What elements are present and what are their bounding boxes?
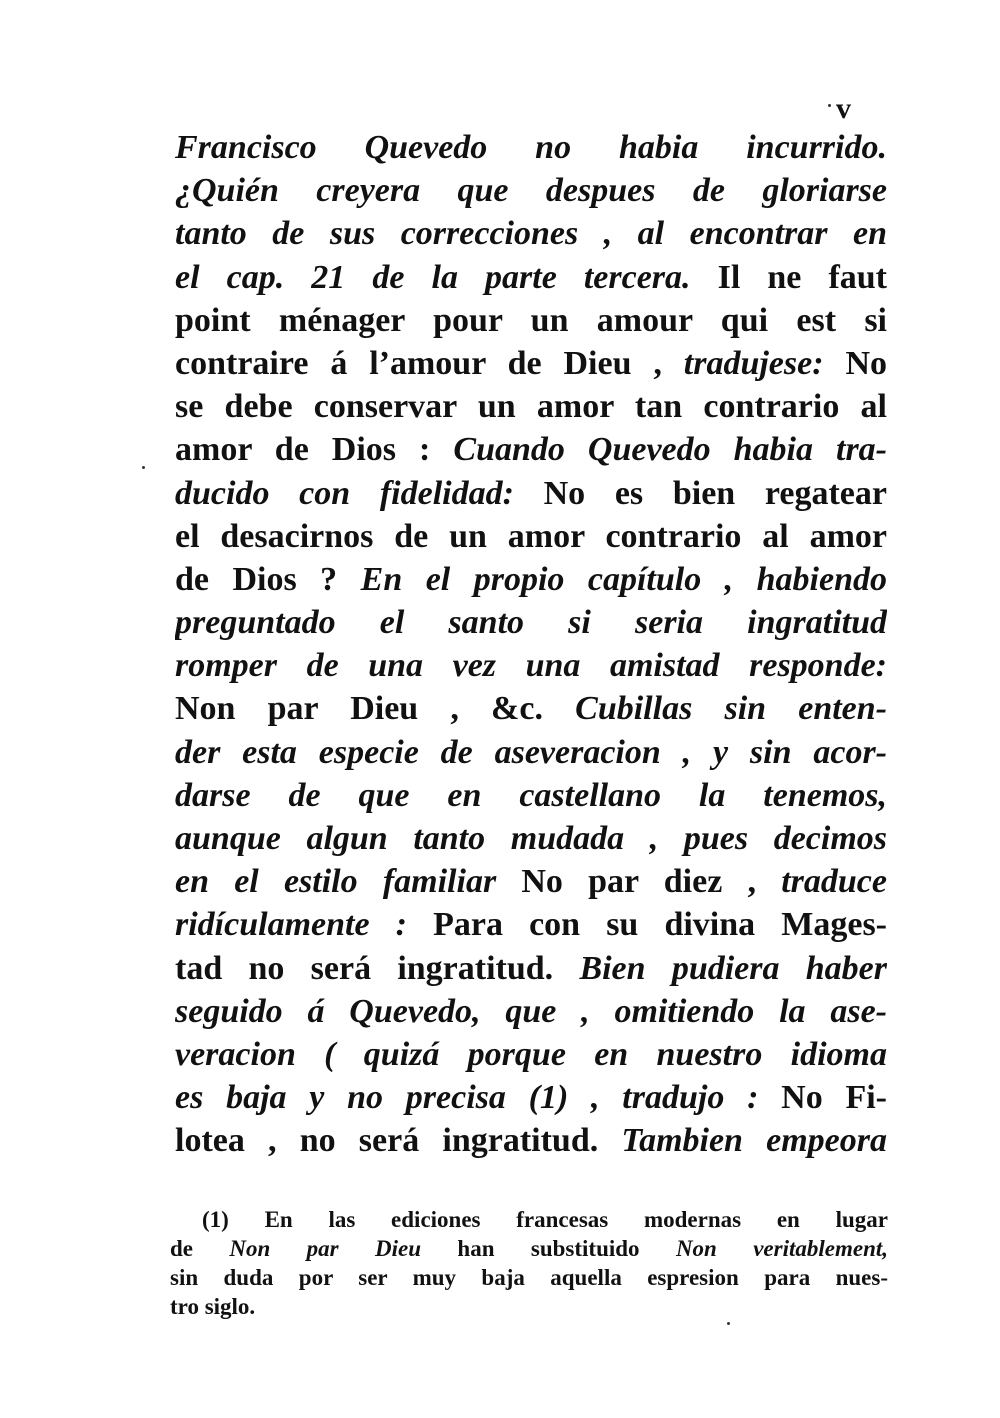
text-line-8 xyxy=(175,428,887,471)
ink-speck xyxy=(727,1322,730,1325)
roman-text: de Dios ? xyxy=(175,560,361,598)
text-line-10 xyxy=(175,515,887,558)
italic-text: tradujese: xyxy=(683,344,824,382)
italic-text: Bien pudiera haber xyxy=(579,949,887,987)
text-line-24 xyxy=(175,1119,887,1162)
italic-text: En el propio capítulo , habiendo xyxy=(360,560,887,598)
roman-text: No Fi- xyxy=(758,1079,887,1117)
italic-text: Francisco Quevedo no habia incurrido. xyxy=(175,129,887,166)
italic-text: Tambien empeora xyxy=(621,1122,887,1160)
italic-text: seguido á Quevedo, que , omitiendo la ase- xyxy=(175,992,887,1030)
italic-text: aunque algun tanto mudada , pues decimos xyxy=(175,820,887,857)
roman-text: Il ne faut xyxy=(690,258,887,296)
roman-text: amor de Dios : xyxy=(175,431,454,469)
italic-text: Non par Dieu xyxy=(229,1236,422,1261)
page-number: v xyxy=(836,92,852,125)
roman-text: han substituido xyxy=(421,1236,676,1261)
roman-text: contraire á l’amour de Dieu , xyxy=(175,344,684,382)
text-line-7 xyxy=(175,385,887,428)
italic-text: ¿Quién creyera que despues de gloriarse xyxy=(175,172,887,210)
text-line-4 xyxy=(175,256,887,299)
italic-text: el cap. 21 de la parte tercera. xyxy=(175,258,691,296)
footnote-block xyxy=(170,1205,888,1321)
roman-text: No par diez , xyxy=(496,863,782,901)
italic-text: es baja y no precisa (1) , tradujo : xyxy=(175,1079,759,1117)
ink-speck xyxy=(828,104,831,107)
text-line-5 xyxy=(175,299,887,342)
footnote-line-1 xyxy=(170,1205,888,1234)
roman-text: el desacirnos de un amor contrario al amor xyxy=(175,517,887,555)
roman-text: Non par Dieu , &c. xyxy=(175,690,576,728)
text-line-15 xyxy=(175,731,887,774)
text-line-23 xyxy=(175,1076,887,1119)
roman-text: Para con su divina Mages- xyxy=(407,906,887,944)
ink-speck xyxy=(142,466,145,469)
roman-text: No es bien regatear xyxy=(513,474,887,512)
text-line-13 xyxy=(175,644,887,687)
text-line-21 xyxy=(175,990,887,1033)
italic-text: ducido con fidelidad: xyxy=(175,474,514,512)
text-line-2 xyxy=(175,169,887,212)
italic-text: preguntado el santo si seria ingratitud xyxy=(175,604,887,642)
roman-text: point ménager pour un amour qui est si xyxy=(175,301,887,339)
text-line-9 xyxy=(175,472,887,515)
footnote-line-2 xyxy=(170,1234,888,1263)
roman-text: tro siglo. xyxy=(170,1294,256,1319)
text-line-1 xyxy=(175,126,887,169)
italic-text: en el estilo familiar xyxy=(175,863,497,901)
roman-text: de xyxy=(170,1236,230,1261)
text-line-17 xyxy=(175,817,887,860)
footnote-line-4 xyxy=(170,1292,888,1321)
italic-text: der esta especie de aseveracion , y sin acor- xyxy=(175,733,887,771)
italic-text: traduce xyxy=(781,863,887,901)
italic-text: darse de que en castellano la tenemos, xyxy=(175,776,887,814)
text-line-19 xyxy=(175,903,887,946)
main-text-block xyxy=(175,126,887,1163)
text-line-12 xyxy=(175,601,887,644)
roman-text: tad no será ingratitud. xyxy=(175,949,580,987)
roman-text: sin duda por ser muy baja aquella espresion para nues- xyxy=(170,1265,888,1290)
text-line-14 xyxy=(175,687,887,730)
italic-text: romper de una vez una amistad responde: xyxy=(175,647,887,685)
roman-text: se debe conservar un amor tan contrario al xyxy=(175,388,887,426)
italic-text: Cuando Quevedo habia tra- xyxy=(453,431,887,469)
text-line-22 xyxy=(175,1033,887,1076)
italic-text: Cubillas sin enten- xyxy=(575,690,887,728)
italic-text: ridículamente : xyxy=(175,906,407,944)
roman-text: (1) En las ediciones francesas modernas en lugar xyxy=(202,1207,888,1232)
text-line-11 xyxy=(175,558,887,601)
roman-text: No xyxy=(823,344,887,382)
text-line-6 xyxy=(175,342,887,385)
footnote-line-3 xyxy=(170,1263,888,1292)
italic-text: veracion ( quizá porque en nuestro idioma xyxy=(175,1035,887,1073)
italic-text: Non veritablement, xyxy=(675,1236,888,1261)
text-line-3 xyxy=(175,212,887,255)
text-line-16 xyxy=(175,774,887,817)
roman-text: lotea , no será ingratitud. xyxy=(175,1122,622,1160)
text-line-20 xyxy=(175,947,887,990)
italic-text: tanto de sus correcciones , al encontrar en xyxy=(175,215,887,253)
text-line-18 xyxy=(175,860,887,903)
